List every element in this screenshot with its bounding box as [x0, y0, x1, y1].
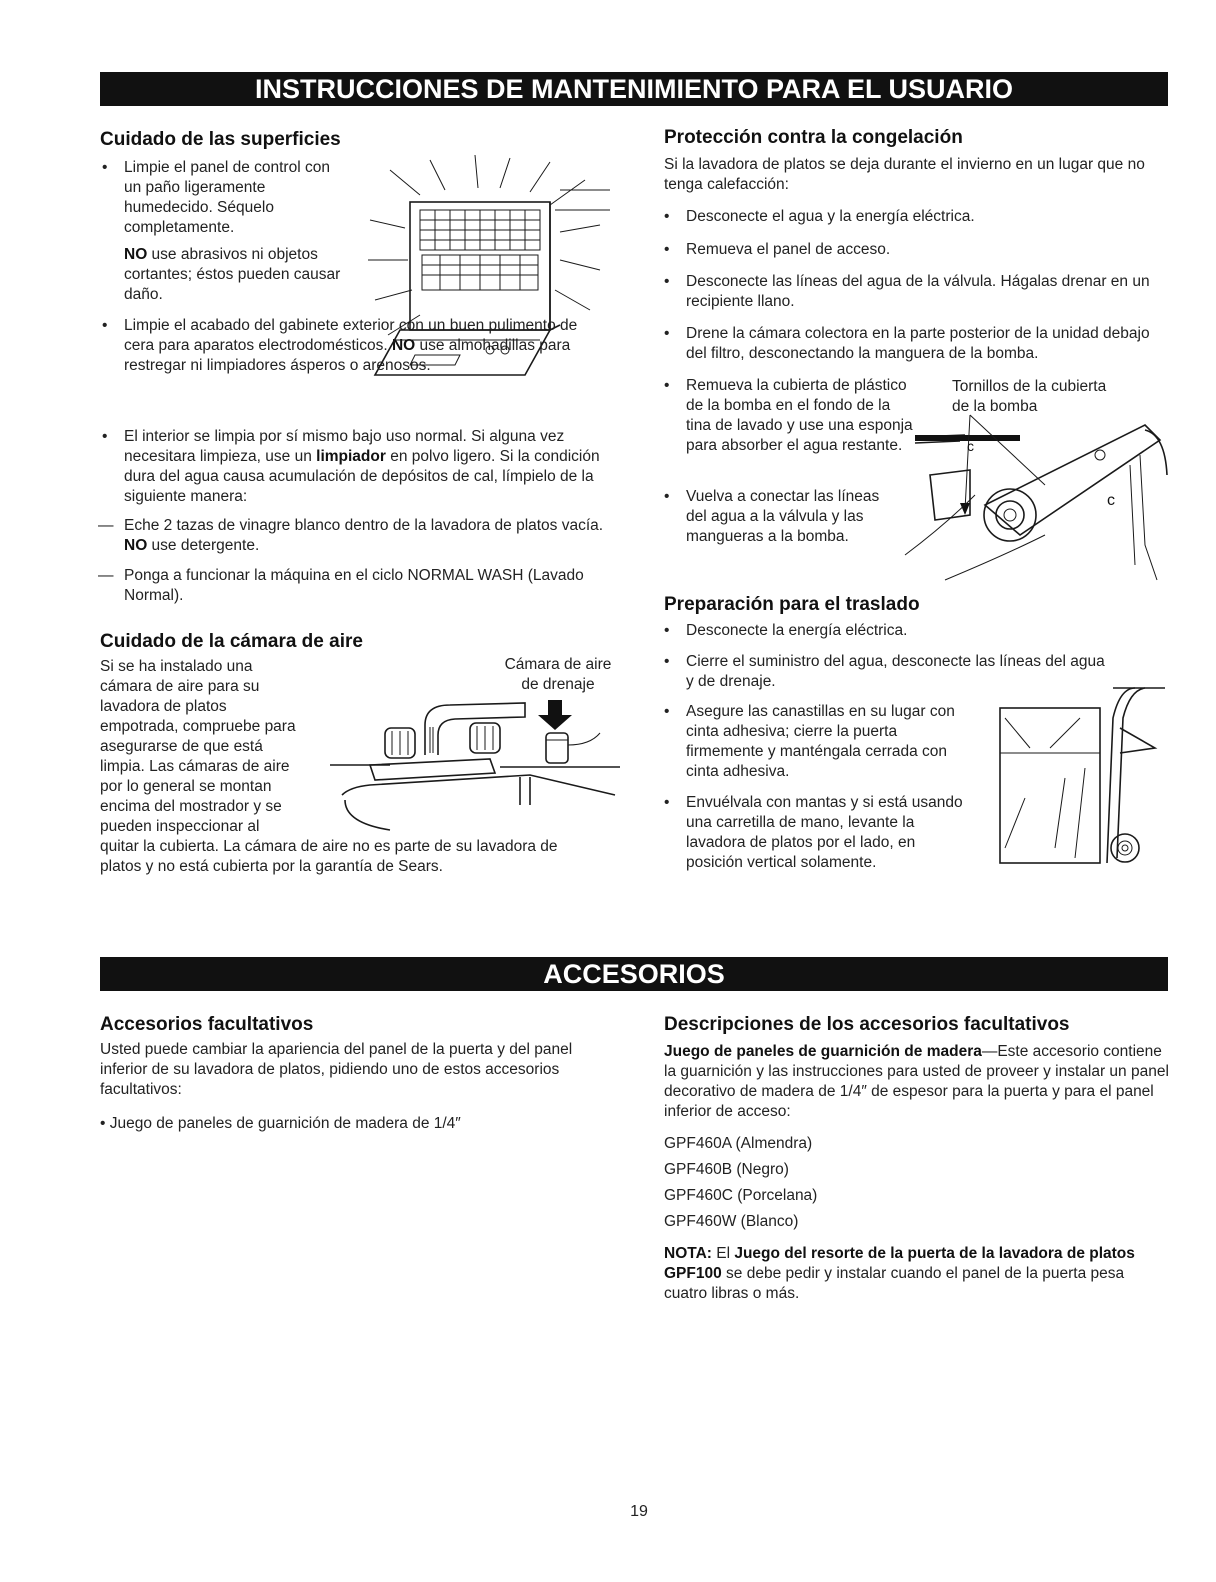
freeze-bullet-4: • Drene la cámara colectora en la parte posterior de la unidad debajo del filtro, desconectando la manguera de la bomba.: [686, 324, 1166, 364]
maintenance-banner-title: INSTRUCCIONES DE MANTENIMIENTO PARA EL USUARIO: [254, 74, 1014, 104]
air-gap-text: Si se ha instalado una cámara de aire para su lavadora de platos empotrada, compruebe para asegurarse de que está limpia. Las cámaras de aire por lo general se montan encima del mostrador y se pueden inspeccionar al quitar la cubierta. La cámara de aire no es parte de su lavadora de platos y no está cubierta por la garantía de Sears.: [100, 658, 558, 875]
freeze-bullet-1: • Desconecte el agua y la energía eléctrica.: [686, 207, 1166, 227]
accessories-banner: [100, 957, 1168, 991]
surface-care-heading: Cuidado de las superficies: [100, 129, 341, 150]
freeze-bullet-5: • Remueva la cubierta de plástico de la bomba en el fondo de la tina de lavado y use una esponja para absorber el agua restante.: [686, 376, 916, 456]
dishwasher-illustration: [360, 150, 620, 375]
surface-care-bullet-2: • Limpie el acabado del gabinete exterior con un buen pulimento de cera para aparatos electrodomésticos. NO use almohadillas para restregar ni limpiadores ásperos o arenosos.: [124, 316, 589, 376]
freeze-bullet-6: • Vuelva a conectar las líneas del agua a la válvula y las mangueras a la bomba.: [686, 487, 886, 547]
air-gap-caption: Cámara de aire de drenaje: [504, 656, 612, 693]
accessories-banner-title: ACCESORIOS: [543, 959, 725, 989]
pump-screws-caption: Tornillos de la cubierta de la bomba: [952, 378, 1107, 415]
freeze-intro: Si la lavadora de platos se deja durante el invierno en un lugar que no tenga calefacción:: [664, 156, 1145, 193]
svg-text:c: c: [967, 438, 974, 454]
optional-accessories-item: • Juego de paneles de guarnición de madera de 1/4″: [100, 1115, 461, 1132]
surface-care-dash-2: — Ponga a funcionar la máquina en el ciclo NORMAL WASH (Lavado Normal).: [124, 566, 604, 606]
freeze-heading: Protección contra la congelación: [664, 127, 963, 148]
hand-truck-illustration: [995, 678, 1170, 868]
page-number: 19: [630, 1503, 648, 1520]
model-item: GPF460W (Blanco): [664, 1213, 799, 1230]
moving-bullet-1: • Desconecte la energía eléctrica.: [686, 621, 1156, 641]
surface-care-note: NO use abrasivos ni objetos cortantes; éstos pueden causar daño.: [124, 246, 341, 303]
air-gap-illustration: [330, 695, 620, 830]
model-item: GPF460B (Negro): [664, 1161, 789, 1178]
moving-heading: Preparación para el traslado: [664, 594, 920, 615]
surface-care-bullet-1: • Limpie el panel de control con un paño ligeramente humedecido. Séquelo completamente. NO use abrasivos ni objetos cortantes; éstos pueden causar daño.: [124, 158, 344, 305]
model-item: GPF460A (Almendra): [664, 1135, 813, 1152]
descriptions-heading: Descripciones de los accesorios facultativos: [664, 1014, 1070, 1035]
air-gap-heading: Cuidado de la cámara de aire: [100, 631, 363, 652]
model-item: GPF460C (Porcelana): [664, 1187, 818, 1204]
surface-care-dash-1: — Eche 2 tazas de vinagre blanco dentro de la lavadora de platos vacía. NO use detergente.: [124, 516, 604, 556]
model-list: [664, 1134, 817, 1238]
maintenance-banner: [100, 72, 1168, 106]
freeze-bullet-2: • Remueva el panel de acceso.: [686, 240, 1166, 260]
moving-bullet-3: • Asegure las canastillas en su lugar con cinta adhesiva; cierre la puerta firmemente y manténgala cerrada con cinta adhesiva.: [686, 702, 971, 782]
moving-bullet-4: • Envuélvala con mantas y si está usando una carretilla de mano, levante la lavadora de platos por el lado, en posición vertical solamente.: [686, 793, 976, 873]
pump-cover-illustration: [905, 415, 1175, 585]
optional-accessories-text: Usted puede cambiar la apariencia del panel de la puerta y del panel inferior de su lavadora de platos, pidiendo uno de estos accesorios facultativos:: [100, 1041, 573, 1098]
optional-accessories-heading: Accesorios facultativos: [100, 1014, 314, 1035]
svg-text:c: c: [1107, 492, 1115, 509]
moving-bullet-2: • Cierre el suministro del agua, desconecte las líneas del agua y de drenaje.: [686, 652, 1106, 692]
door-spring-note: NOTA: El Juego del resorte de la puerta de la lavadora de platos GPF100 se debe pedir y instalar cuando el panel de la puerta pesa cuatro libras o más.: [664, 1245, 1135, 1302]
freeze-bullet-3: • Desconecte las líneas del agua de la válvula. Hágalas drenar en un recipiente llano.: [686, 272, 1156, 312]
surface-care-bullet-3: • El interior se limpia por sí mismo bajo uso normal. Si alguna vez necesitara limpieza, use un limpiador en polvo ligero. Si la condición dura del agua causa acumulación de depósitos de cal, límpielo de la siguiente manera:: [124, 427, 614, 507]
wood-panel-kit-description: Juego de paneles de guarnición de madera—Este accesorio contiene la guarnición y las instrucciones para usted de proveer y instalar un panel decorativo de madera de 1/4″ de espesor para la puerta y para el panel inferior de acceso:: [664, 1043, 1169, 1120]
